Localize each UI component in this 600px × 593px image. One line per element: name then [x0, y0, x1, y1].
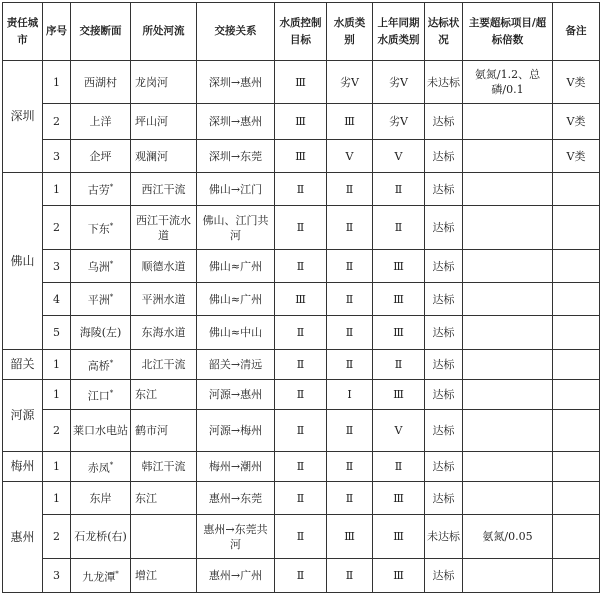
table-row [3, 206, 600, 250]
river-cell: 东江 [131, 380, 197, 410]
river-cell: 北江干流 [131, 350, 197, 380]
water-quality-table [2, 2, 600, 593]
row-number: 1 [43, 452, 71, 482]
exceed-cell [463, 104, 553, 140]
header-exceed: 主要超标项目/超标倍数 [463, 3, 553, 61]
remark-cell [553, 482, 600, 515]
section-name: 平洲 [87, 293, 110, 307]
city-cell: 佛山 [3, 173, 43, 350]
remark-cell [553, 410, 600, 452]
target-cell: Ⅱ [275, 452, 327, 482]
table-row [3, 316, 600, 350]
remark-cell [553, 380, 600, 410]
exceed-cell [463, 380, 553, 410]
remark-cell: Ⅴ类 [553, 104, 600, 140]
city-cell: 河源 [3, 380, 43, 452]
last-year-cell: Ⅱ [373, 452, 425, 482]
river-cell: 西江干流水道 [131, 206, 197, 250]
table-row [3, 61, 600, 104]
section-cell [71, 206, 131, 250]
status-cell: 达标 [425, 410, 463, 452]
exceed-cell [463, 410, 553, 452]
relation-cell: 河源→惠州 [197, 380, 275, 410]
relation-cell: 惠州→东莞共河 [197, 515, 275, 559]
target-cell: Ⅱ [275, 410, 327, 452]
target-cell: Ⅲ [275, 61, 327, 104]
river-cell: 东江 [131, 482, 197, 515]
header-section: 交接断面 [71, 3, 131, 61]
section-mark: * [109, 293, 114, 302]
river-cell [131, 515, 197, 559]
section-mark: * [109, 388, 114, 397]
remark-cell: Ⅴ类 [553, 61, 600, 104]
status-cell: 达标 [425, 482, 463, 515]
last-year-cell: Ⅲ [373, 515, 425, 559]
river-cell: 顺德水道 [131, 250, 197, 283]
table-row [3, 410, 600, 452]
relation-cell: 佛山≈中山 [197, 316, 275, 350]
last-year-cell: Ⅴ [373, 140, 425, 173]
quality-cell: Ⅴ [327, 140, 373, 173]
row-number: 5 [43, 316, 71, 350]
last-year-cell: Ⅲ [373, 482, 425, 515]
quality-cell: Ⅱ [327, 250, 373, 283]
section-cell [71, 316, 131, 350]
section-name: 赤凤 [87, 461, 110, 475]
section-name: 高桥 [87, 359, 110, 373]
table-row [3, 559, 600, 593]
section-name: 西湖村 [84, 75, 117, 89]
relation-cell: 梅州→潮州 [197, 452, 275, 482]
section-cell [71, 452, 131, 482]
relation-cell: 佛山→江门 [197, 173, 275, 206]
row-number: 2 [43, 206, 71, 250]
row-number: 4 [43, 283, 71, 316]
river-cell: 平洲水道 [131, 283, 197, 316]
table-body [3, 61, 600, 593]
target-cell: Ⅱ [275, 173, 327, 206]
header-no: 序号 [43, 3, 71, 61]
relation-cell: 深圳→东莞 [197, 140, 275, 173]
remark-cell [553, 173, 600, 206]
last-year-cell: Ⅲ [373, 283, 425, 316]
status-cell: 达标 [425, 250, 463, 283]
river-cell: 坪山河 [131, 104, 197, 140]
header-target: 水质控制目标 [275, 3, 327, 61]
last-year-cell: 劣Ⅴ [373, 61, 425, 104]
exceed-cell [463, 206, 553, 250]
target-cell: Ⅱ [275, 350, 327, 380]
city-cell: 惠州 [3, 482, 43, 593]
target-cell: Ⅱ [275, 482, 327, 515]
section-mark: * [109, 358, 114, 367]
section-mark: * [109, 221, 114, 230]
quality-cell: Ⅲ [327, 515, 373, 559]
river-cell: 观澜河 [131, 140, 197, 173]
header-river: 所处河流 [131, 3, 197, 61]
header-last-year: 上年同期水质类别 [373, 3, 425, 61]
river-cell: 东海水道 [131, 316, 197, 350]
table-row [3, 350, 600, 380]
last-year-cell: Ⅴ [373, 410, 425, 452]
exceed-cell [463, 452, 553, 482]
section-name: 石龙桥(右) [74, 530, 127, 543]
section-name: 九龙潭 [82, 570, 116, 584]
row-number: 2 [43, 515, 71, 559]
header-row [3, 3, 600, 61]
table-row [3, 283, 600, 316]
remark-cell [553, 206, 600, 250]
status-cell: 达标 [425, 559, 463, 593]
row-number: 1 [43, 61, 71, 104]
section-cell [71, 283, 131, 316]
target-cell: Ⅱ [275, 380, 327, 410]
table-row [3, 104, 600, 140]
last-year-cell: Ⅲ [373, 316, 425, 350]
table-row [3, 140, 600, 173]
last-year-cell: Ⅲ [373, 250, 425, 283]
relation-cell: 深圳→惠州 [197, 104, 275, 140]
status-cell: 达标 [425, 206, 463, 250]
remark-cell [553, 350, 600, 380]
target-cell: Ⅲ [275, 140, 327, 173]
remark-cell [553, 283, 600, 316]
table-row [3, 452, 600, 482]
status-cell: 达标 [425, 140, 463, 173]
target-cell: Ⅲ [275, 283, 327, 316]
last-year-cell: Ⅲ [373, 559, 425, 593]
status-cell: 达标 [425, 350, 463, 380]
row-number: 1 [43, 350, 71, 380]
header-status: 达标状况 [425, 3, 463, 61]
remark-cell [553, 452, 600, 482]
table-row [3, 515, 600, 559]
target-cell: Ⅱ [275, 250, 327, 283]
exceed-cell [463, 283, 553, 316]
header-quality: 水质类别 [327, 3, 373, 61]
section-cell [71, 350, 131, 380]
section-cell [71, 515, 131, 559]
row-number: 2 [43, 104, 71, 140]
relation-cell: 惠州→东莞 [197, 482, 275, 515]
target-cell: Ⅱ [275, 206, 327, 250]
quality-cell: Ⅱ [327, 173, 373, 206]
remark-cell: Ⅴ类 [553, 140, 600, 173]
relation-cell: 惠州→广州 [197, 559, 275, 593]
row-number: 3 [43, 250, 71, 283]
section-name: 莱口水电站 [73, 424, 128, 437]
section-cell [71, 250, 131, 283]
section-mark: * [109, 460, 114, 469]
last-year-cell: Ⅱ [373, 350, 425, 380]
remark-cell [553, 250, 600, 283]
quality-cell: Ⅱ [327, 559, 373, 593]
quality-cell: Ⅱ [327, 410, 373, 452]
section-cell [71, 559, 131, 593]
header-remark: 备注 [553, 3, 600, 61]
relation-cell: 佛山、江门共河 [197, 206, 275, 250]
section-cell [71, 104, 131, 140]
quality-cell: Ⅱ [327, 316, 373, 350]
status-cell: 未达标 [425, 61, 463, 104]
table-row [3, 380, 600, 410]
river-cell: 韩江干流 [131, 452, 197, 482]
exceed-cell [463, 559, 553, 593]
header-city: 责任城市 [3, 3, 43, 61]
status-cell: 达标 [425, 316, 463, 350]
row-number: 3 [43, 559, 71, 593]
section-mark: * [109, 260, 114, 269]
quality-cell: Ⅱ [327, 482, 373, 515]
relation-cell: 深圳→惠州 [197, 61, 275, 104]
remark-cell [553, 515, 600, 559]
quality-cell: Ⅰ [327, 380, 373, 410]
section-name: 古劳 [87, 183, 110, 197]
river-cell: 龙岗河 [131, 61, 197, 104]
section-name: 江口 [87, 389, 110, 403]
river-cell: 鹤市河 [131, 410, 197, 452]
relation-cell: 佛山≈广州 [197, 250, 275, 283]
section-cell [71, 173, 131, 206]
target-cell: Ⅱ [275, 515, 327, 559]
section-cell [71, 410, 131, 452]
relation-cell: 河源→梅州 [197, 410, 275, 452]
last-year-cell: Ⅱ [373, 206, 425, 250]
target-cell: Ⅱ [275, 559, 327, 593]
exceed-cell [463, 140, 553, 173]
target-cell: Ⅱ [275, 316, 327, 350]
row-number: 2 [43, 410, 71, 452]
last-year-cell: Ⅲ [373, 380, 425, 410]
section-name: 乌洲 [87, 260, 110, 274]
exceed-cell [463, 316, 553, 350]
city-cell: 韶关 [3, 350, 43, 380]
city-cell: 梅州 [3, 452, 43, 482]
section-name: 上洋 [89, 115, 112, 128]
quality-cell: Ⅱ [327, 206, 373, 250]
section-name: 下东 [87, 222, 110, 236]
exceed-cell [463, 250, 553, 283]
section-mark: * [115, 569, 119, 578]
last-year-cell: 劣Ⅴ [373, 104, 425, 140]
table-row [3, 173, 600, 206]
exceed-cell [463, 482, 553, 515]
status-cell: 达标 [425, 380, 463, 410]
status-cell: 达标 [425, 283, 463, 316]
quality-cell: Ⅱ [327, 452, 373, 482]
remark-cell [553, 316, 600, 350]
status-cell: 未达标 [425, 515, 463, 559]
section-cell [71, 140, 131, 173]
row-number: 1 [43, 482, 71, 515]
section-cell [71, 61, 131, 104]
status-cell: 达标 [425, 104, 463, 140]
section-name: 海陵(左) [79, 326, 122, 339]
exceed-cell [463, 350, 553, 380]
remark-cell [553, 559, 600, 593]
river-cell: 增江 [131, 559, 197, 593]
quality-cell: Ⅲ [327, 104, 373, 140]
header-relation: 交接关系 [197, 3, 275, 61]
relation-cell: 韶关→清远 [197, 350, 275, 380]
quality-cell: Ⅱ [327, 350, 373, 380]
exceed-cell: 氨氮/1.2、总磷/0.1 [463, 61, 553, 104]
row-number: 1 [43, 173, 71, 206]
row-number: 3 [43, 140, 71, 173]
river-cell: 西江干流 [131, 173, 197, 206]
exceed-cell [463, 173, 553, 206]
exceed-cell: 氨氮/0.05 [463, 515, 553, 559]
section-name: 东岸 [89, 491, 112, 505]
section-name: 企坪 [89, 149, 112, 163]
table-row [3, 250, 600, 283]
target-cell: Ⅲ [275, 104, 327, 140]
row-number: 1 [43, 380, 71, 410]
relation-cell: 佛山≈广州 [197, 283, 275, 316]
section-cell [71, 482, 131, 515]
last-year-cell: Ⅱ [373, 173, 425, 206]
section-cell [71, 380, 131, 410]
status-cell: 达标 [425, 452, 463, 482]
quality-cell: 劣Ⅴ [327, 61, 373, 104]
section-mark: * [109, 183, 114, 192]
quality-cell: Ⅱ [327, 283, 373, 316]
table-row [3, 482, 600, 515]
city-cell: 深圳 [3, 61, 43, 173]
status-cell: 达标 [425, 173, 463, 206]
